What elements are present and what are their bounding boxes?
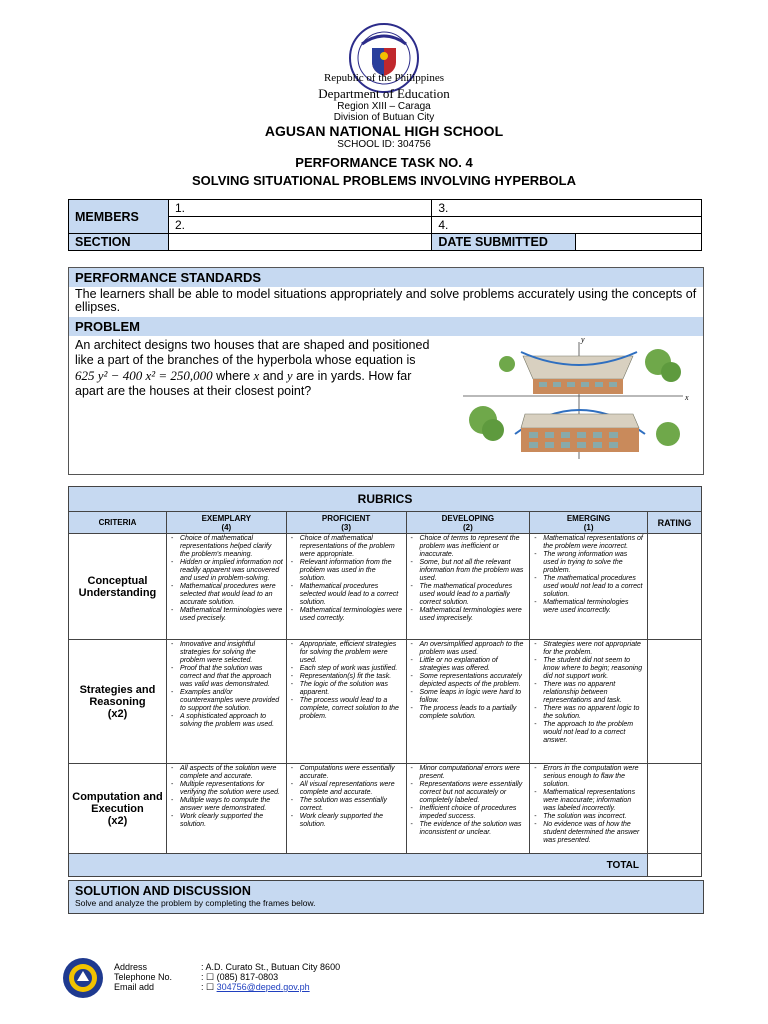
level-header-emerging [530,512,648,534]
level-header-exemplary [166,512,286,534]
rubric-descriptor: - There was no apparent relationship between representations and task. [543,681,644,705]
rubric-descriptor: - Minor computational errors were present. [420,765,527,781]
rubric-descriptor: - A sophisticated approach to solving the problem was used. [180,713,283,729]
rubric-descriptor: - The logic of the solution was apparent. [300,681,403,697]
rubric-descriptor: - Some representations accurately depicted aspects of the problem. [420,673,527,689]
criterion-cell [69,640,167,764]
section-label: SECTION [69,234,169,251]
address-value: : A.D. Curato St., Butuan City 8600 [201,962,341,972]
level-score: (3) [341,522,351,532]
level-name: EMERGING [566,513,611,523]
level-name: DEVELOPING [441,513,495,523]
solution-section [68,880,704,914]
upper-house-icon [521,352,637,394]
solution-heading: SOLUTION AND DISCUSSION [75,884,251,898]
rubric-row-strategies [69,640,702,764]
problem-text-and: and [262,369,284,383]
criteria-header: CRITERIA [69,512,167,534]
rubric-descriptor: - Representations were essentially correct but not accurately or completely labeled. [420,781,527,805]
telephone-label: Telephone No. [114,972,173,982]
rubric-descriptor: - Multiple representations for verifying the solution were used. [180,781,283,797]
school-id: SCHOOL ID: 304756 [337,139,431,150]
standards-heading: PERFORMANCE STANDARDS [69,268,703,287]
email-label: Email add [114,982,155,992]
variable-x: x [253,369,260,383]
rubric-descriptor: - Mathematical procedures were selected that would lead to an accurate solution. [180,583,283,607]
rubric-descriptor: - The approach to the problem would not lead to a correct answer. [543,721,644,745]
rubric-descriptor: - Proof that the solution was correct and that the approach was valid was demonstrated. [180,665,283,689]
descriptor-cell [530,764,648,854]
rubric-descriptor: - All visual representations were complete and accurate. [300,781,403,797]
variable-y: y [287,369,293,383]
rubric-descriptor: - All aspects of the solution were complete and accurate. [180,765,283,781]
rubric-row-conceptual [69,534,702,640]
descriptor-cell [530,534,648,640]
descriptor-cell [166,764,286,854]
rubric-title: RUBRICS [69,487,702,512]
level-score: (1) [583,522,594,532]
task-title: SOLVING SITUATIONAL PROBLEMS INVOLVING HYPERBOLA [191,173,576,188]
criterion-weight: (x2) [107,707,128,720]
rubric-descriptor: - Mathematical representations were inaccurate; information was labeled incorrectly. [543,789,644,813]
rubric-descriptor: - Mathematical terminologies were used correctly. [300,607,403,623]
rubric-descriptor: - Mathematical terminologies were used incorrectly. [543,599,644,615]
task-number: PERFORMANCE TASK NO. 4 [295,155,473,170]
problem-text-part-b: where [216,369,251,383]
member-1-field[interactable]: 1. [168,200,431,217]
level-score: (4) [221,522,232,532]
total-field[interactable] [648,854,702,877]
date-submitted-field[interactable] [576,234,702,251]
rating-header: RATING [648,512,702,534]
rubric-descriptor: - Computations were essentially accurate. [300,765,403,781]
level-header-proficient [286,512,406,534]
rubric-descriptor: - The student did not seem to know where to begin; reasoning did not support work. [543,657,644,681]
rubric-descriptor: - Work clearly supported the solution. [180,813,283,829]
rubric-descriptor: - Relevant information from the problem was used in the solution. [300,559,403,583]
level-name: EXEMPLARY [201,513,252,523]
rubric-descriptor: - Mathematical procedures selected would lead to a correct solution. [300,583,403,607]
problem-text-part-c: are in yards. How far apart are the houses at their closest point? [75,369,412,398]
rubric-descriptor: - Some leaps in logic were hard to follow. [420,689,527,705]
rating-cell[interactable] [648,534,702,640]
criterion-name: Strategies and Reasoning [79,683,156,708]
rubric-descriptor: - Some, but not all the relevant information from the problem was used. [420,559,527,583]
hyperbola-equation: 625 y² − 400 x² = 250,000 [75,368,213,383]
rubric-descriptor: - Mathematical representations of the problem were incorrect. [543,535,644,551]
rubric-descriptor: - The solution was incorrect. [543,813,644,821]
standards-text: The learners shall be able to model situations appropriately and solve problems accurately using the concepts of ellipses. [75,287,697,314]
region-line: Region XIII – Caraga [337,101,431,112]
email-row [201,982,310,992]
level-score: (2) [462,522,473,532]
descriptor-cell [530,640,648,764]
member-4-field[interactable]: 4. [432,217,702,234]
school-name: AGUSAN NATIONAL HIGH SCHOOL [264,123,504,139]
descriptor-cell [406,764,530,854]
rubric-descriptor: - Choice of mathematical representations helped clarify the problem's meaning. [180,535,283,559]
rubric-descriptor: - Mathematical terminologies were used imprecisely. [420,607,527,623]
hyperbola-houses-illustration [453,334,699,464]
rubric-descriptor: - Strategies were not appropriate for the problem. [543,641,644,657]
rubric-descriptor: - Hidden or implied information not readily apparent was uncovered and used in problem-solving. [180,559,283,583]
rubric-descriptor: - Choice of mathematical representations of the problem were appropriate. [300,535,403,559]
members-label: MEMBERS [69,200,169,234]
descriptor-cell [406,534,530,640]
axis-y-label: y [581,335,585,344]
rating-cell[interactable] [648,764,702,854]
descriptor-cell [166,640,286,764]
email-link[interactable]: 304756@deped.gov.ph [216,982,310,992]
rubric-descriptor: - The process would lead to a complete, correct solution to the problem. [300,697,403,721]
members-table [68,199,702,251]
rubric-descriptor: - Work clearly supported the solution. [300,813,403,829]
descriptor-cell [286,640,406,764]
date-submitted-label: DATE SUBMITTED [432,234,576,251]
telephone-value: : ☐ (085) 817-0803 [201,972,279,982]
axis-x-label: x [685,393,689,402]
rubric-descriptor: - The wrong information was used in trying to solve the problem. [543,551,644,575]
descriptor-cell [286,534,406,640]
member-3-field[interactable]: 3. [432,200,702,217]
republic-line: Republic of the Philippines [323,72,445,84]
level-name: PROFICIENT [321,513,371,523]
rubric-table [68,486,702,877]
criterion-name: Computation and Execution [72,790,163,815]
rubric-descriptor: - Multiple ways to compute the answer were demonstrated. [180,797,283,813]
rubric-descriptor: - Examples and/or counterexamples were provided to support the solution. [180,689,283,713]
criterion-cell [69,534,167,640]
division-line: Division of Butuan City [333,112,435,123]
section-field[interactable] [168,234,431,251]
rubric-descriptor: - Appropriate, efficient strategies for solving the problem were used. [300,641,403,665]
rubric-descriptor: - There was no apparent logic to the solution. [543,705,644,721]
descriptor-cell [286,764,406,854]
rubric-descriptor: - An oversimplified approach to the problem was used. [420,641,527,657]
rubric-total-row [69,854,702,877]
rubric-descriptor: - Little or no explanation of strategies was offered. [420,657,527,673]
department-line: Department of Education [318,86,450,101]
criterion-name: Conceptual Understanding [78,574,157,599]
rating-cell[interactable] [648,640,702,764]
rubric-descriptor: - Representation(s) fit the task. [300,673,403,681]
address-label: Address [114,962,148,972]
rubric-descriptor: - No evidence was of how the student determined the answer was presented. [543,821,644,845]
rubric-descriptor: - The process leads to a partially complete solution. [420,705,527,721]
school-logo [62,957,104,999]
problem-text-part-a: An architect designs two houses that are shaped and positioned like a part of the branches of the hyperbola whose equation is [75,338,430,367]
rubric-descriptor: - The mathematical procedures used would lead to a partially correct solution. [420,583,527,607]
rubric-descriptor: - Choice of terms to represent the problem was inefficient or inaccurate. [420,535,527,559]
criterion-weight: (x2) [107,814,128,827]
standards-problem-box [68,267,704,475]
level-header-developing [406,512,530,534]
rubric-descriptor: - Inefficient choice of procedures impeded success. [420,805,527,821]
rubric-descriptor: - Errors in the computation were serious enough to flaw the solution. [543,765,644,789]
member-2-field[interactable]: 2. [168,217,431,234]
lower-house-icon [515,410,645,452]
rubric-row-computation [69,764,702,854]
rubric-descriptor: - Innovative and insightful strategies for solving the problem were selected. [180,641,283,665]
descriptor-cell [406,640,530,764]
rubric-descriptor: - The solution was essentially correct. [300,797,403,813]
solution-subtext: Solve and analyze the problem by completing the frames below. [75,898,316,908]
total-label: TOTAL [69,854,648,877]
problem-heading: PROBLEM [69,317,703,336]
rubric-descriptor: - Mathematical terminologies were used precisely. [180,607,283,623]
problem-text [69,336,441,401]
rubric-descriptor: - The mathematical procedures used would not lead to a correct solution. [543,575,644,599]
rubric-descriptor: - The evidence of the solution was inconsistent or unclear. [420,821,527,837]
descriptor-cell [166,534,286,640]
criterion-cell [69,764,167,854]
rubric-descriptor: - Each step of work was justified. [300,665,403,673]
email-prefix: : ☐ [201,982,217,992]
